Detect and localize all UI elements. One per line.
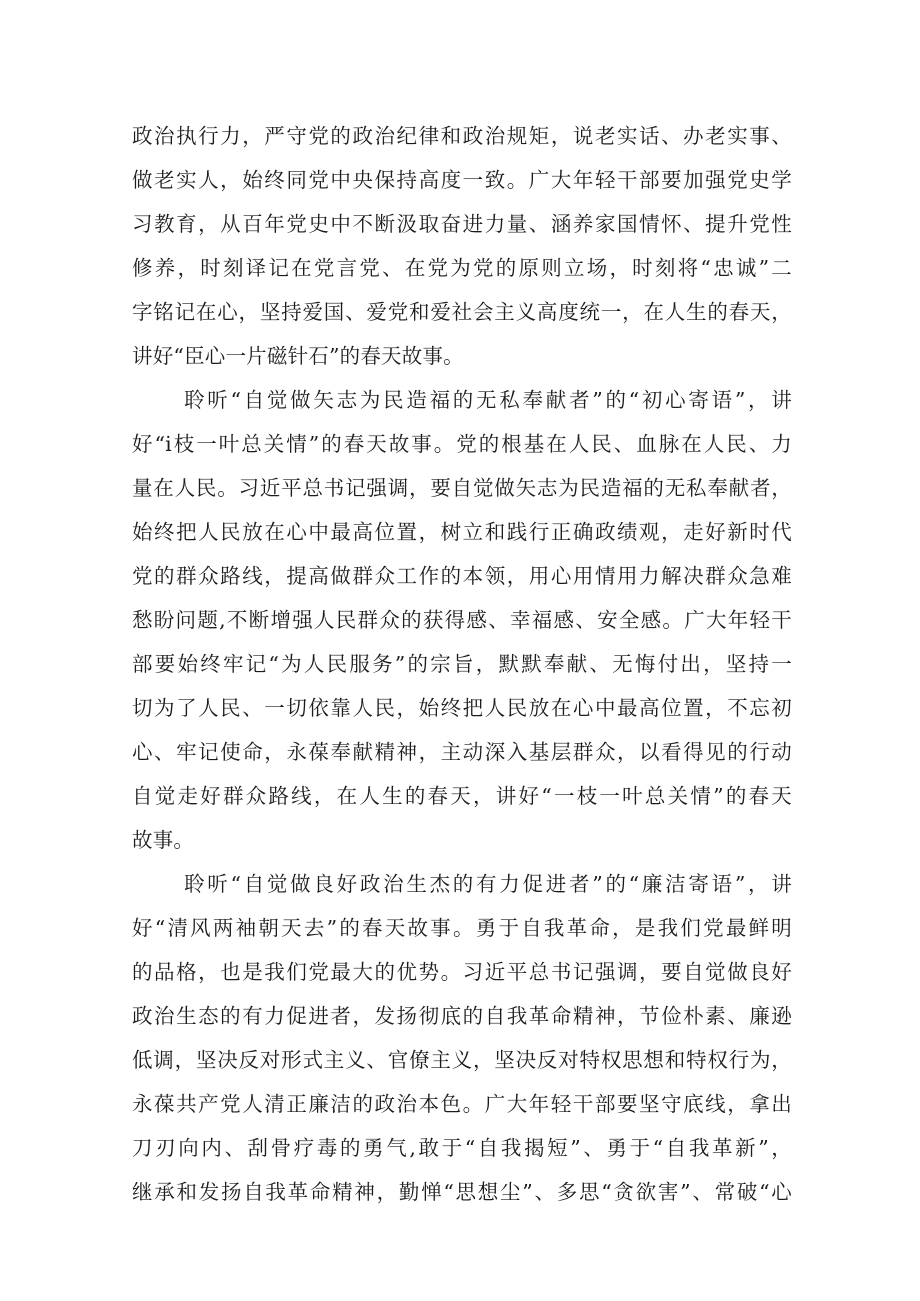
paragraph-1-line-6: 讲好“臣心一片磁针石”的春天故事。	[132, 344, 464, 368]
paragraph-2-line-1: 聆听“自觉做矢志为民造福的无私奉献者”的“初心寄语”，讲	[184, 388, 792, 412]
paragraph-3-line-4: 政治生态的有力促进者，发扬彻底的自我革命精神，节俭朴素、廉逊	[132, 1004, 792, 1028]
paragraph-2-line-5: 党的群众路线，提高做群众工作的本领，用心用情用力解决群众急难	[132, 564, 792, 588]
paragraph-3-line-5: 低调，坚决反对形式主义、官僚主义，坚决反对特权思想和特权行为，	[132, 1048, 792, 1072]
paragraph-1-line-5: 字铭记在心，坚持爱国、爱党和爱社会主义高度统一，在人生的春天，	[132, 300, 792, 324]
paragraph-2-line-2: 好“i枝一叶总关情”的春天故事。党的根基在人民、血脉在人民、力	[132, 432, 792, 456]
paragraph-2-line-10: 自觉走好群众路线，在人生的春天，讲好“一枝一叶总关情”的春天	[132, 784, 792, 808]
paragraph-2-line-4: 始终把人民放在心中最高位置，树立和践行正确政绩观，走好新时代	[132, 520, 792, 544]
paragraph-2-line-3: 量在人民。习近平总书记强调，要自觉做矢志为民造福的无私奉献者，	[132, 476, 792, 500]
paragraph-1-line-2: 做老实人，始终同党中央保持高度一致。广大年轻干部要加强党史学	[132, 168, 792, 192]
paragraph-2-line-11: 故事。	[132, 828, 195, 852]
paragraph-2-line-6: 愁盼问题,不断增强人民群众的获得感、幸福感、安全感。广大年轻干	[132, 608, 792, 632]
paragraph-3-line-3: 的品格，也是我们党最大的优势。习近平总书记强调，要自觉做良好	[132, 960, 792, 984]
paragraph-3-line-1: 聆听“自觉做良好政治生杰的有力促进者”的“廉洁寄语”，讲	[184, 872, 792, 896]
paragraph-2-line-9: 心、牢记使命，永葆奉献精神，主动深入基层群众，以看得见的行动	[132, 740, 792, 764]
paragraph-3-line-6: 永葆共产党人清正廉洁的政治本色。广大年轻干部要坚守底线，拿出	[132, 1092, 792, 1116]
paragraph-1-line-4: 修养，时刻译记在党言党、在党为党的原则立场，时刻将“忠诚”二	[132, 256, 792, 280]
paragraph-2-line-8: 切为了人民、一切依靠人民，始终把人民放在心中最高位置，不忘初	[132, 696, 792, 720]
paragraph-1-line-1: 政治执行力，严守党的政治纪律和政治规矩，说老实话、办老实事、	[132, 124, 792, 148]
paragraph-3-line-8: 继承和发扬自我革命精神，勤惮“思想尘”、多思“贪欲害”、常破“心	[132, 1180, 792, 1204]
paragraph-3-line-7: 刀刃向内、刮骨疗毒的勇气,敢于“自我揭短”、勇于“自我革新”，	[132, 1136, 792, 1160]
paragraph-2-line-7: 部要始终牢记“为人民服务”的宗旨，默默奉献、无悔付出，坚持一	[132, 652, 792, 676]
paragraph-1-line-3: 习教育，从百年党史中不断汲取奋进力量、涵养家国情怀、提升党性	[132, 212, 792, 236]
paragraph-3-line-2: 好“清风两袖朝天去”的春天故事。勇于自我革命，是我们党最鲜明	[132, 916, 792, 940]
